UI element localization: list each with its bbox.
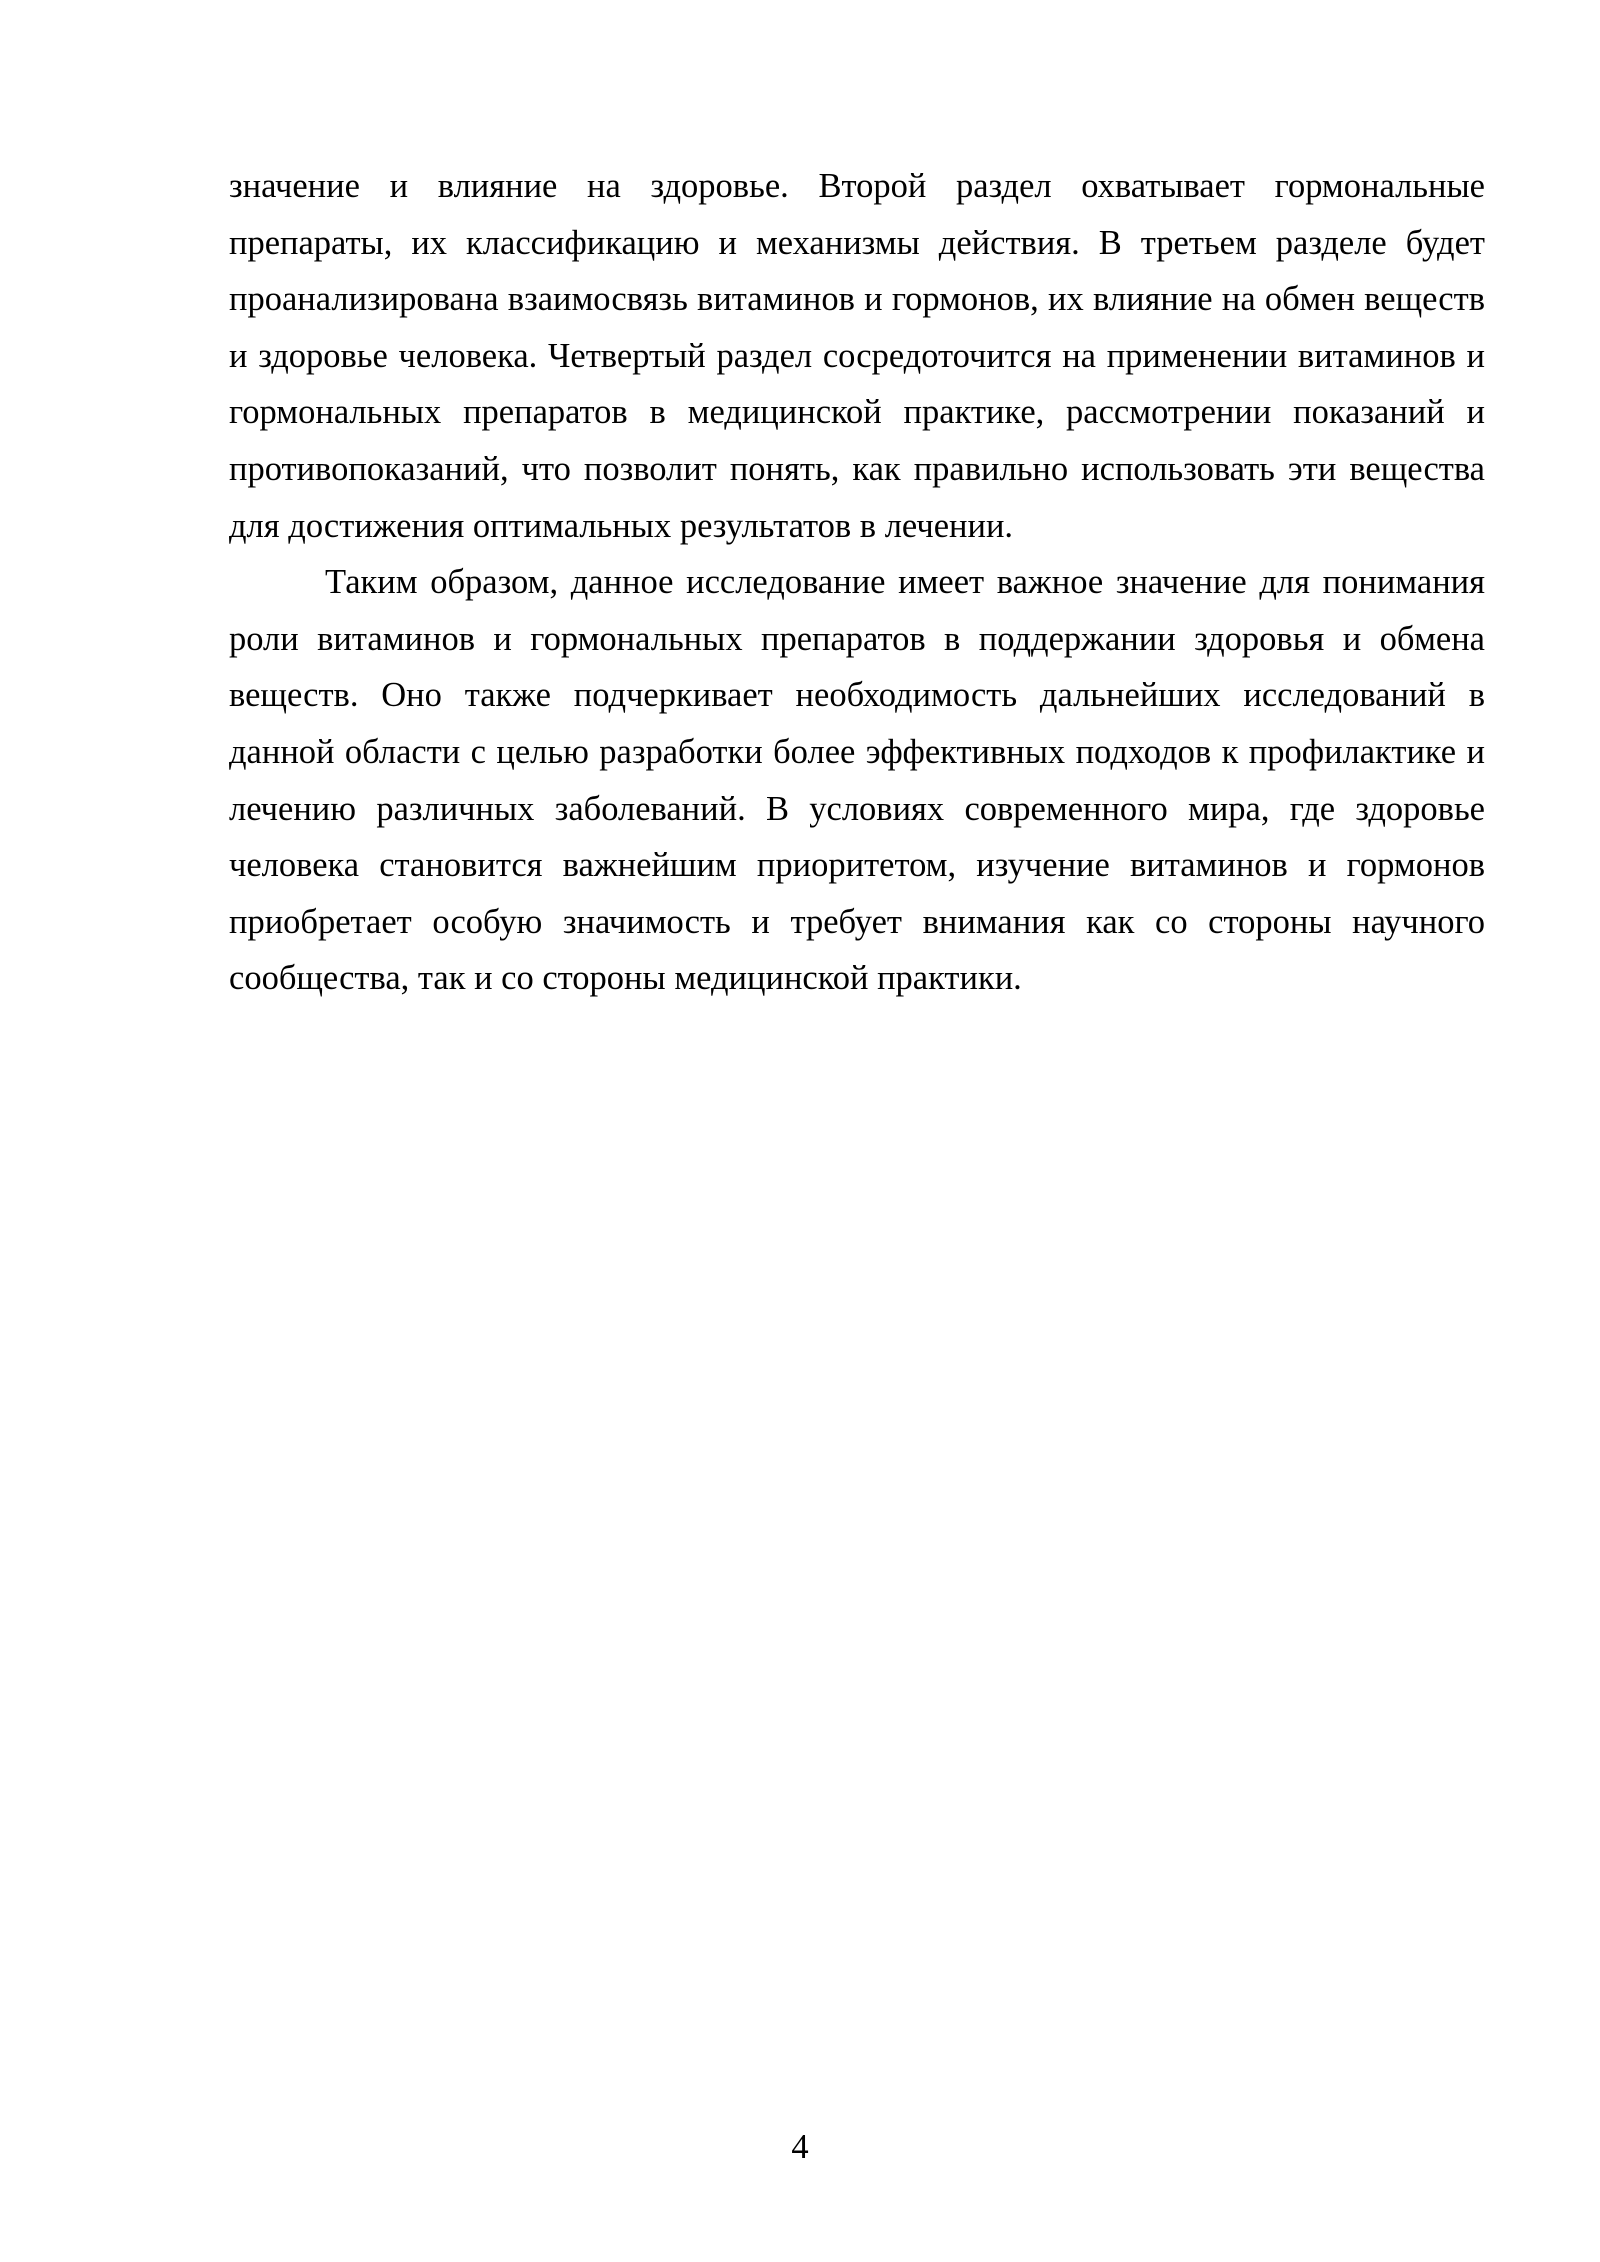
paragraph-continuation: значение и влияние на здоровье. Второй раздел охватывает гормональные препараты, их классификацию и механизмы действия. В третьем разделе будет проанализирована взаимосвязь витаминов и гормонов, их влияние на обмен веществ и здоровье человека. Четвертый раздел сосредоточится на применении витаминов и гормональных препаратов в медицинской практике, рассмотрении показаний и противопоказаний, что позволит понять, как правильно использовать эти вещества для достижения оптимальных результатов в лечении. xyxy=(229,167,1485,545)
page-number: 4 xyxy=(791,2128,809,2166)
paragraph-conclusion: Таким образом, данное исследование имеет важное значение для понимания роли витаминов и гормональных препаратов в поддержании здоровья и обмена веществ. Оно также подчеркивает необходимость дальнейших исследований в данной области с целью разработки более эффективных подходов к профилактике и лечению различных заболеваний. В условиях современного мира, где здоровье человека становится важнейшим приоритетом, изучение витаминов и гормонов приобретает особую значимость и требует внимания как со стороны научного сообщества, так и со стороны медицинской практики. xyxy=(229,563,1485,998)
body-text xyxy=(229,158,1485,1007)
